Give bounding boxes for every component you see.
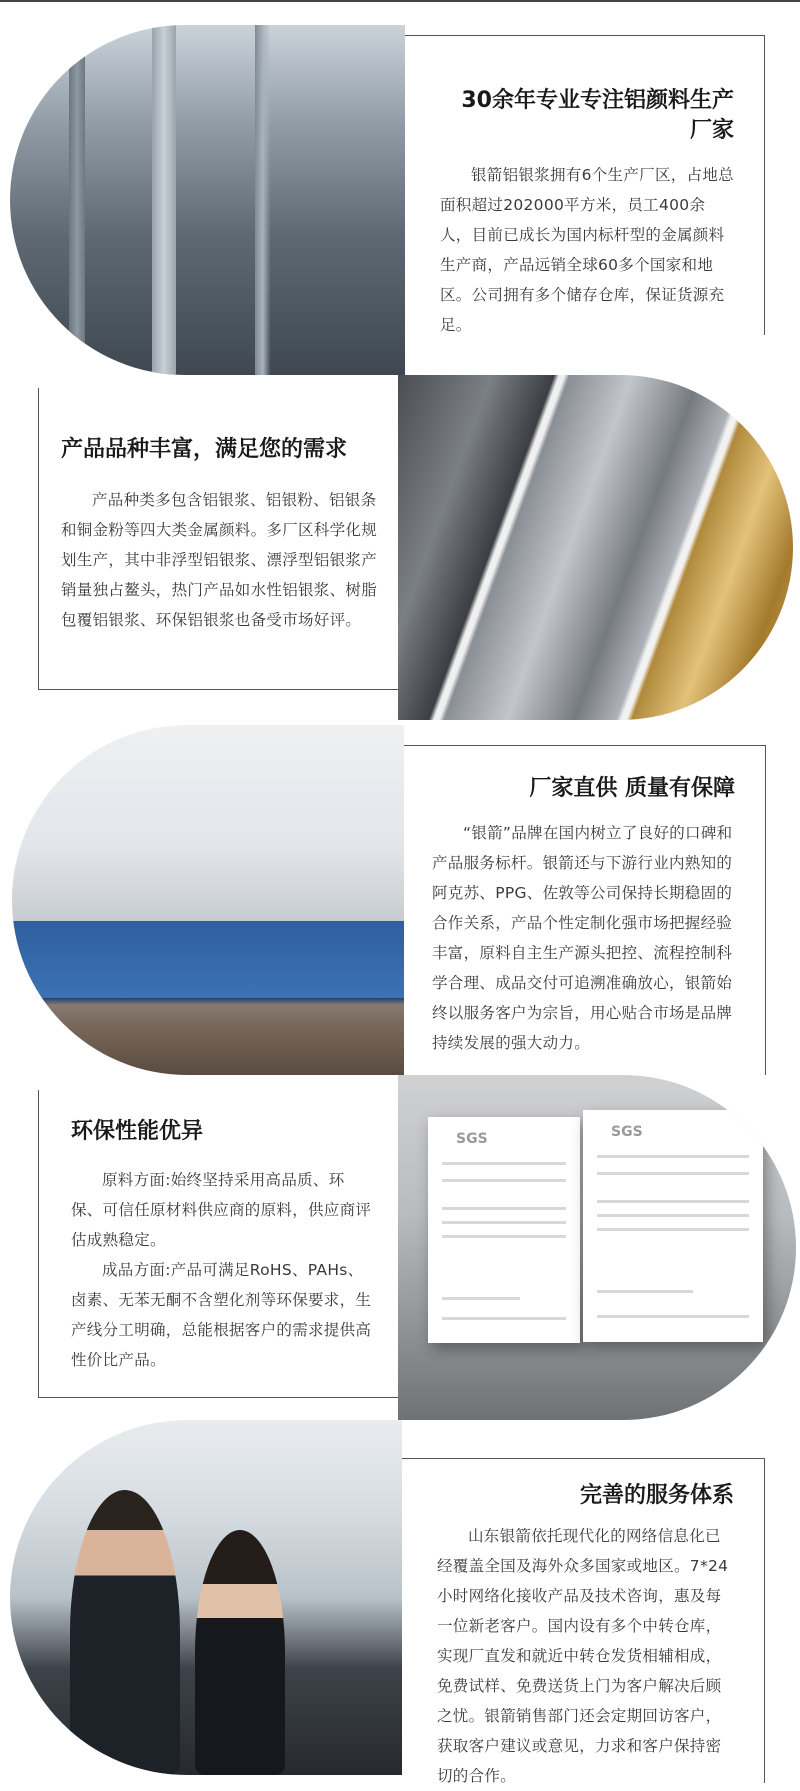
environmental-card bbox=[38, 1090, 398, 1398]
sgs-logo: SGS bbox=[611, 1124, 643, 1140]
products-card bbox=[38, 388, 398, 690]
section-paragraph: 产品种类多包含铝银浆、铝银粉、铝银条和铜金粉等四大类金属颜料。多厂区科学化规划生产，其中非浮型铝银浆、漂浮型铝银浆产销量独占鳌头，热门产品如水性铝银浆、树脂包覆铝银浆、环保铝银浆也备受市场好评。 bbox=[61, 491, 378, 629]
section-direct-supply bbox=[0, 720, 800, 1080]
section-title: 产品品种丰富，满足您的需求 bbox=[61, 437, 348, 462]
certificate-document bbox=[583, 1110, 763, 1342]
section-paragraph: 成品方面:产品可满足RoHS、PAHs、卤素、无苯无酮不含塑化剂等环保要求，生产线分工明确，总能根据客户的需求提供高性价比产品。 bbox=[71, 1261, 372, 1369]
section-paragraph: 山东银箭依托现代化的网络信息化已经覆盖全国及海外众多国家或地区。7*24小时网络化接收产品及技术咨询，惠及每一位新老客户。国内设有多个中转仓库，实现厂直发和就近中转仓发货相辅相成，免费试样、免费送货上门为客户解决后顾之忧。银箭销售部门还会定期回访客户，获取客户建议或意见，力求和客户保持密切的合作。 bbox=[437, 1527, 729, 1785]
section-paragraph: 银箭铝银浆拥有6个生产厂区，占地总面积超过202000平方米，员工400余人，目前已成长为国内标杆型的金属颜料生产商，产品远销全球60多个国家和地区。公司拥有多个储存仓库，保证货源充足。 bbox=[440, 166, 734, 334]
section-title: 完善的服务体系 bbox=[579, 1483, 734, 1508]
sgs-certificate-photo bbox=[398, 1075, 796, 1420]
section-title: 厂家直供 质量有保障 bbox=[529, 776, 735, 801]
section-paragraph: 原料方面:始终坚持采用高品质、环保、可信任原材料供应商的原料，供应商评估成熟稳定。 bbox=[71, 1171, 372, 1249]
service-card bbox=[402, 1458, 765, 1783]
powder-photo bbox=[398, 375, 793, 720]
section-environmental bbox=[0, 1075, 800, 1420]
section-paragraph: “银箭”品牌在国内树立了良好的口碑和产品服务标杆。银箭还与下游行业内熟知的阿克苏、PPG、佐敦等公司保持长期稳固的合作关系，产品个性定制化强市场把握经验丰富，原料自主生产源头把控、流程控制科学合理、成品交付可追溯准确放心，银箭始终以服务客户为宗旨，用心贴合市场是品牌持续发展的强大动力。 bbox=[432, 824, 733, 1052]
direct-supply-card bbox=[404, 745, 766, 1075]
section-products bbox=[0, 370, 800, 725]
section-title: 环保性能优异 bbox=[71, 1119, 204, 1144]
manufacturer-card bbox=[405, 35, 765, 335]
certificate-document bbox=[428, 1117, 580, 1343]
factory-photo bbox=[10, 25, 405, 375]
section-service bbox=[0, 1415, 800, 1783]
sgs-logo: SGS bbox=[456, 1131, 488, 1147]
section-manufacturer bbox=[0, 0, 800, 385]
customer-service-photo bbox=[10, 1420, 402, 1775]
lab-photo bbox=[12, 725, 404, 1075]
section-title: 30余年专业专注铝颜料生产厂家 bbox=[461, 88, 734, 143]
